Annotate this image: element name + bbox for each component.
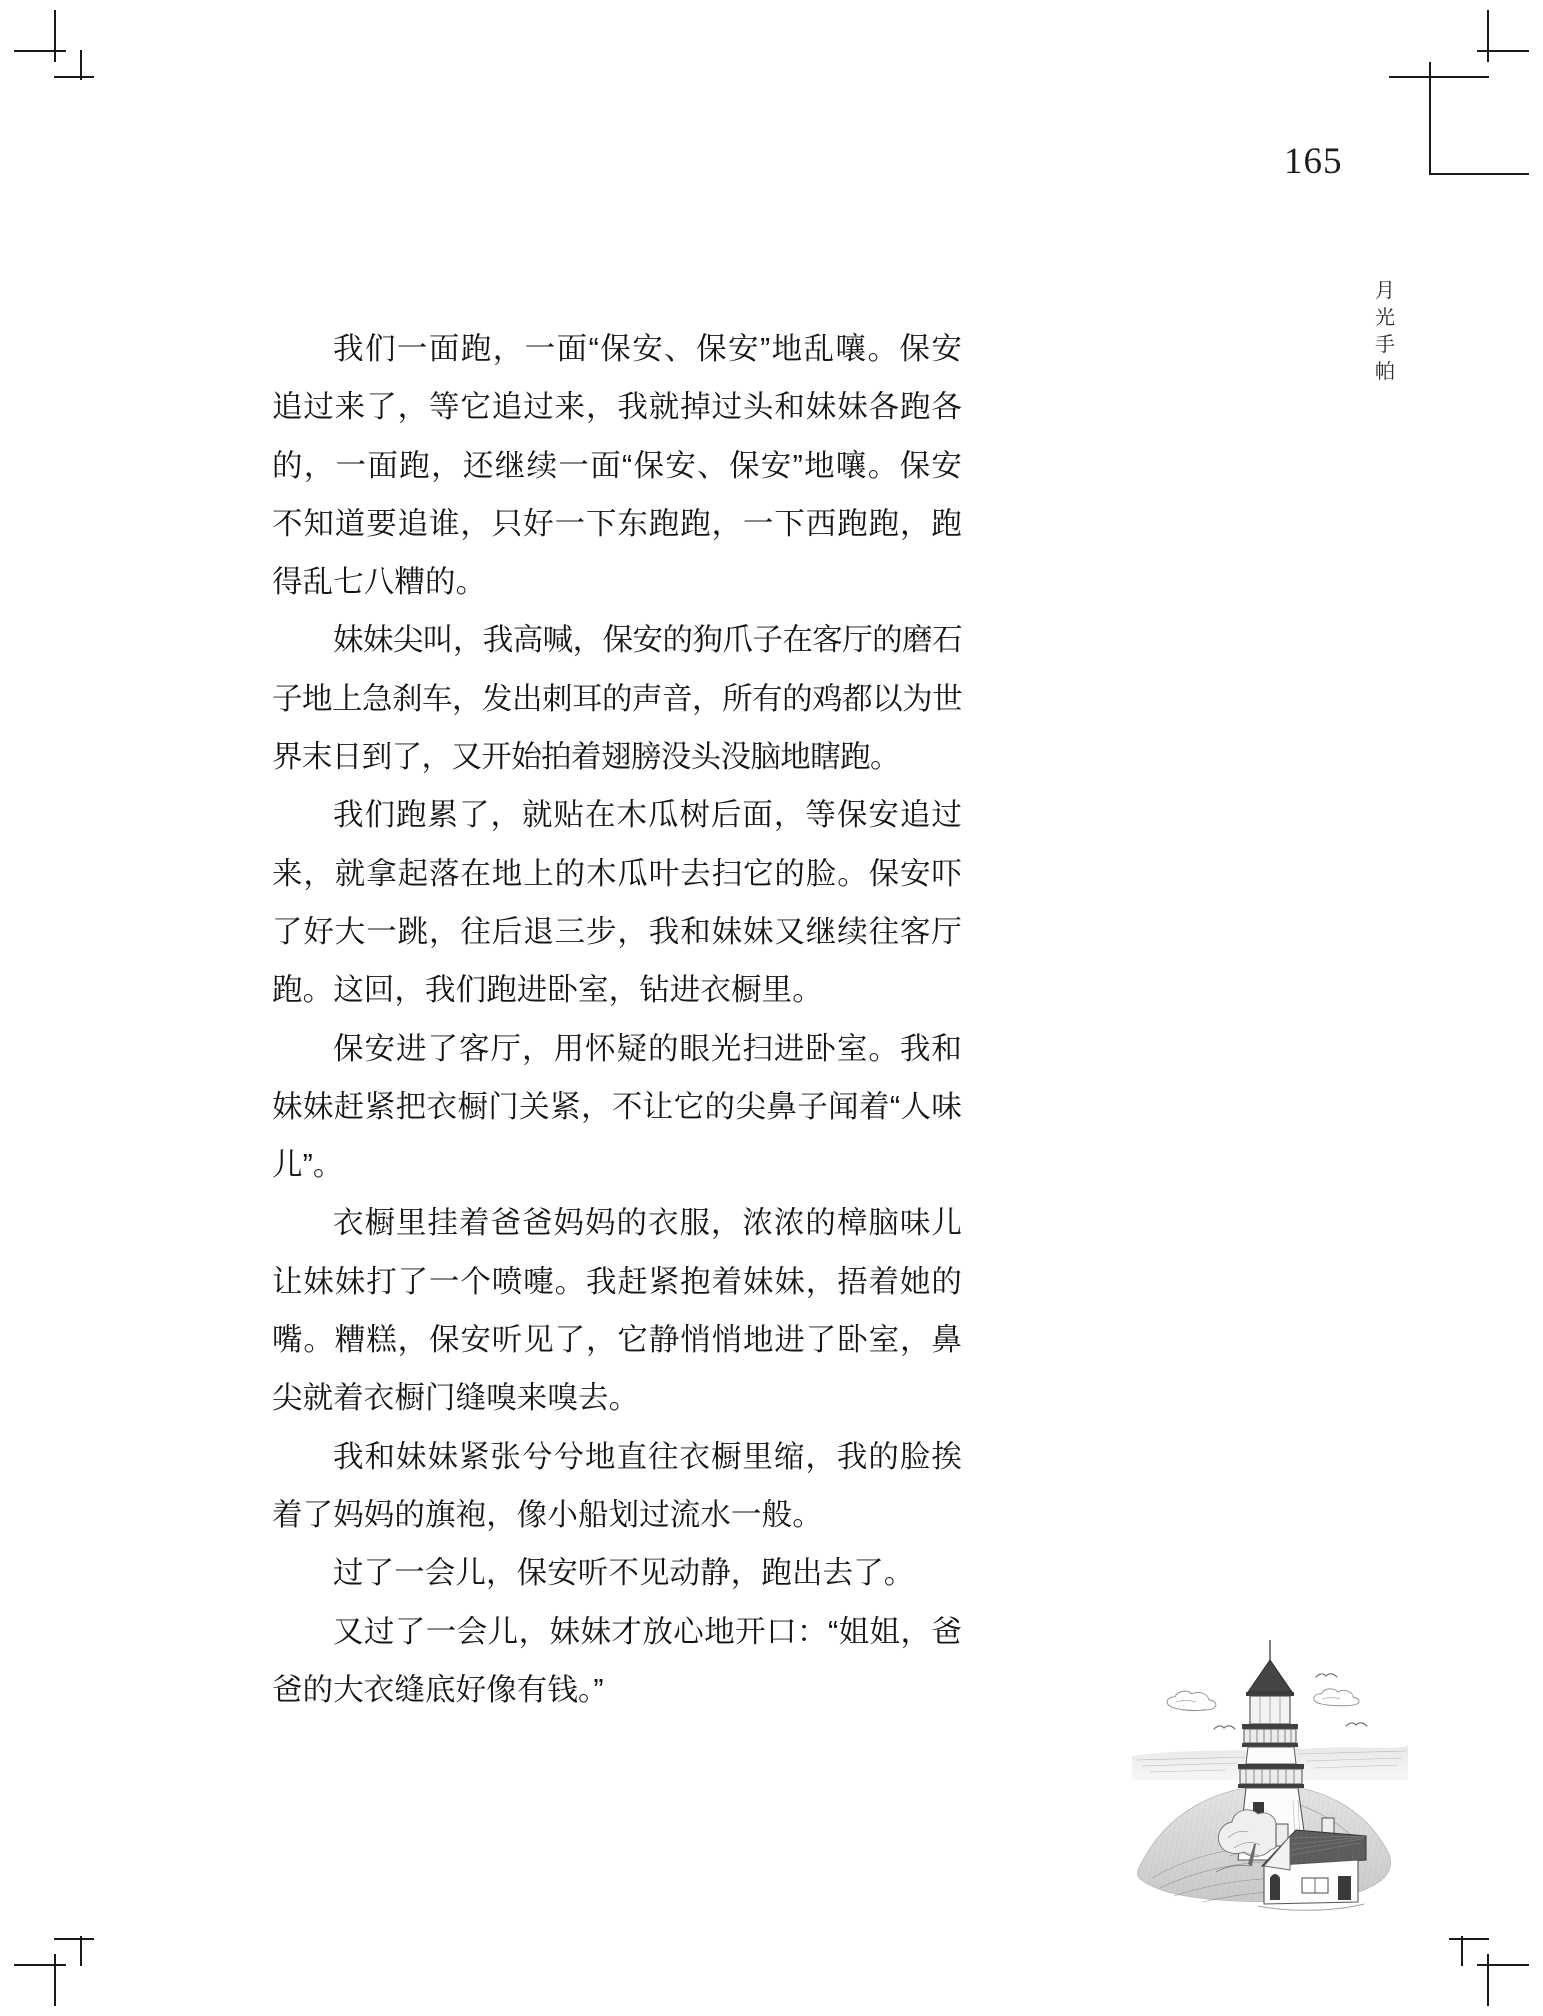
running-head-vertical	[1372, 278, 1398, 386]
running-head-char-3: 手	[1375, 334, 1395, 356]
cloud-right-icon	[1314, 1689, 1359, 1706]
paragraph-8: 又过了一会儿，妹妹才放心地开口：“姐姐，爸爸的大衣缝底好像有钱。”	[272, 1614, 962, 1707]
paragraph-5: 衣橱里挂着爸爸妈妈的衣服，浓浓的樟脑味儿让妹妹打了一个喷嚏。我赶紧抱着妹妹，捂着她的嘴。糟糕，保安听见了，它静悄悄地进了卧室，鼻尖就着衣橱门缝嗅来嗅去。	[272, 1206, 962, 1416]
paragraph-2: 妹妹尖叫，我高喊，保安的狗爪子在客厅的磨石子地上急刹车，发出刺耳的声音，所有的鸡都以为世界末日到了，又开始拍着翅膀没头没脑地瞎跑。	[272, 623, 962, 775]
crop-mark-top-right	[1389, 10, 1529, 180]
running-head-char-2: 光	[1375, 307, 1395, 329]
page-number: 165	[1284, 141, 1343, 182]
body-text-block	[272, 320, 962, 1719]
paragraph-4: 保安进了客厅，用怀疑的眼光扫进卧室。我和妹妹赶紧把衣橱门关紧，不让它的尖鼻子闻着“人味儿”。	[272, 1031, 962, 1183]
paragraph-1: 我们一面跑，一面“保安、保安”地乱嚷。保安追过来了，等它追过来，我就掉过头和妹妹各跑各的，一面跑，还继续一面“保安、保安”地嚷。保安不知道要追谁，只好一下东跑跑，一下西跑跑，跑得乱七八糟的。	[272, 332, 962, 600]
paragraph-7: 过了一会儿，保安听不见动静，跑出去了。	[333, 1556, 915, 1591]
crop-mark-bottom-right	[1449, 1936, 1529, 2006]
paragraph-6: 我和妹妹紧张兮兮地直往衣橱里缩，我的脸挨着了妈妈的旗袍，像小船划过流水一般。	[272, 1439, 962, 1532]
paragraph-3: 我们跑累了，就贴在木瓜树后面，等保安追过来，就拿起落在地上的木瓜叶去扫它的脸。保安吓了好大一跳，往后退三步，我和妹妹又继续往客厅跑。这回，我们跑进卧室，钻进衣橱里。	[272, 798, 962, 1008]
lighthouse-illustration	[1130, 1630, 1410, 1920]
running-head-char-4: 帕	[1375, 361, 1395, 383]
crop-mark-top-left	[14, 10, 94, 80]
running-head-char-1: 月	[1375, 280, 1395, 302]
crop-mark-bottom-left	[14, 1936, 94, 2006]
cloud-left-icon	[1167, 1691, 1216, 1710]
